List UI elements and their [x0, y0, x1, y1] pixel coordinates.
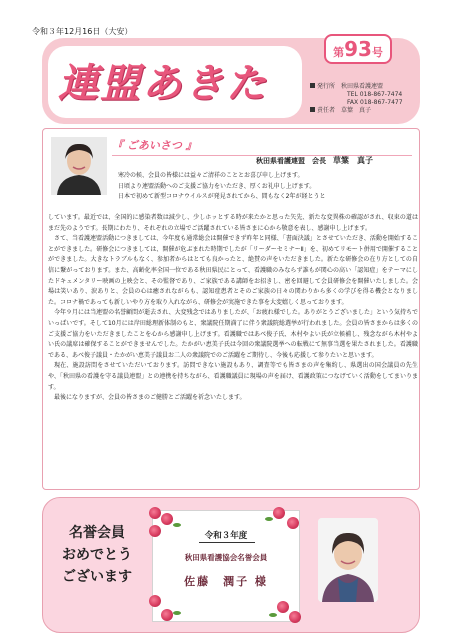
issue-number: 93	[344, 37, 372, 61]
greeting-paragraph: 寒冷の候、会員の皆様には益々ご清祥のこととお喜び申し上げます。	[118, 172, 304, 179]
rose-icon	[149, 507, 161, 519]
congrats-line: おめでとう	[62, 547, 132, 563]
congrats-line: 名誉会員	[69, 525, 125, 541]
issue-suffix: 号	[371, 46, 383, 59]
issue-number-badge	[324, 34, 392, 64]
publisher-info	[310, 83, 403, 115]
issue-prefix: 第	[333, 46, 345, 59]
bullet-square-icon	[310, 107, 315, 112]
award-org: 秋田県看護協会名誉会員	[184, 553, 268, 562]
greeting-body-rest	[48, 213, 418, 404]
publisher-tel: TEL 018-867-7474	[347, 91, 403, 98]
leaf-icon	[173, 611, 181, 615]
rose-icon	[277, 601, 289, 613]
leaf-icon	[173, 523, 181, 527]
issue-date: 令和３年12月16日（大安）	[32, 27, 133, 36]
bullet-square-icon	[310, 83, 315, 88]
author-org: 秋田県看護連盟 会長	[256, 157, 326, 165]
author-name: 草䈎 真子	[333, 156, 373, 165]
leaf-icon	[269, 613, 277, 617]
president-photo	[51, 137, 107, 195]
publisher-name: 秋田県看護連盟	[341, 83, 384, 90]
publisher-label: 発行所	[317, 83, 336, 90]
greeting-paragraph: 現在、施設訪問をさせていただいております。訪問できない施設もあり、調査等でも皆さまの声を集約し、県選出の国会議員の先生や、「秋田県の看護を守る議員連盟」との連携を持ちながら、看護職議員に現場の声を届け、看護政策につなげていく活動をしてまいります。	[48, 362, 418, 391]
editor-name: 草䈎 真子	[341, 107, 372, 114]
greeting-paragraph: 今年９月には当連盟の名誉顧問が逝去され、大変残念ではありましたが、「お疲れ様でした。ありがとうございました」という気持ちでいっぱいです。そして10月には岸田総理新体制のもと、衆議院任期満了に伴う衆議院総選挙が行われました。会員の皆さまからは多くのご支援ご協力をいただきましたことを心から感謝申し上げます。看護職ではあべ俊子氏、木村やよい氏が立候補し、残念ながら木村やよい氏の議席は確保することができませんでした。たかがい恵美子氏は今回の衆議院選挙への転戦にて無事当選を果たされました。看護職である、あべ俊子議員・たかがい恵美子議員お二人の衆議院でのご活躍をご期待し、今後も応援して参りたいと思います。	[48, 309, 418, 359]
greeting-paragraph: しています。最近では、全国的に感染者数は減少し、少しホッとする時が来たかと思った矢先、新たな変異株の確認がされ、収束の道はまだ先のようです。長期にわたり、それぞれの立場でご活躍されている皆さまに心から敬意を表し、感謝申し上げます。	[48, 214, 418, 232]
publisher-fax: FAX 018-867-7477	[347, 99, 403, 106]
greeting-paragraph: 日頃より連盟活動へのご支援ご協力をいただき、厚くお礼申し上げます。	[118, 182, 316, 190]
rose-icon	[273, 507, 285, 519]
greeting-paragraph: さて、当看護連盟活動につきましては、今年度も通常総会は開催できず昨年と同様、「書面決議」とさせていただき、活動を開始することができました。研修会につきましては、開催が危ぶまれた時期でしたが「リーダーセミナーⅡ」を、初めてリモート併用で開催することができました。大きなトラブルもなく、参加者からはとても良かったと、絶賛の声をいただきました。新たな研修会の在り方としての自信に繋がっております。また、高齢化率全国一位である秋田県民にとって、看護職のみならず誰もが関心の高い「認知症」をテーマにしたドキュメンタリー映画の上映会と、その監督であり、ご家族である講師をお招きし、密を回避して会員研修会を開催いたしました。会場は笑いあり、涙ありと、会員の心は癒されながらも、認知症患者とそのご家族の日々の関わりから多くの学びを得る機会となりました。コロナ禍であっても新しいやり方を取り入れながら、研修会が実施できた事を大変嬉しく思っております。	[48, 235, 418, 306]
rose-icon	[161, 609, 173, 621]
honorary-member-card	[152, 510, 300, 622]
greeting-body-top	[112, 171, 418, 203]
rose-icon	[161, 513, 173, 525]
person-portrait-icon	[51, 137, 107, 195]
editor-label: 責任者	[317, 107, 336, 114]
rose-icon	[149, 595, 161, 607]
rose-icon	[289, 611, 301, 623]
rose-icon	[287, 517, 299, 529]
recipient-photo	[318, 518, 378, 602]
greeting-title: 『 ごあいさつ 』	[112, 139, 197, 152]
award-recipient-name: 佐藤 潤子 様	[184, 575, 268, 588]
award-year: 令和３年度	[204, 531, 248, 541]
greeting-author	[256, 155, 373, 166]
greeting-paragraph: 日本で初めて新型コロナウイルスが発見されてから、間もなく2年が経とうと	[118, 193, 326, 201]
award-year-underline	[199, 542, 255, 543]
greeting-paragraph: 最後になりますが、会員の皆さまのご健勝とご活躍を祈念いたします。	[54, 394, 246, 402]
leaf-icon	[265, 517, 273, 521]
person-portrait-icon	[318, 518, 378, 602]
congrats-line: ございます	[62, 569, 132, 585]
congratulations-text	[54, 522, 140, 588]
newsletter-title: 連盟あきた	[58, 61, 268, 107]
